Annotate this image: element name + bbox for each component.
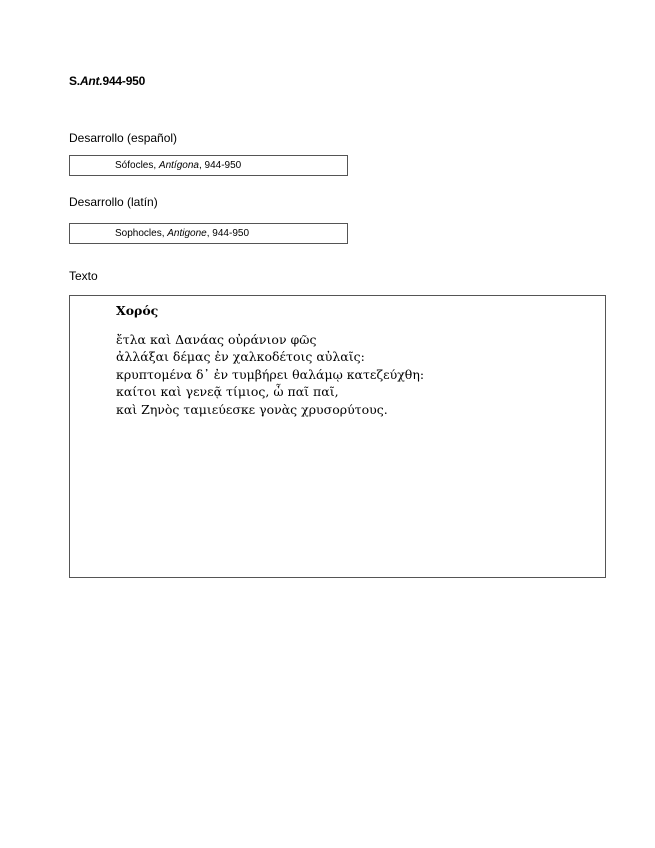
spanish-section-label: Desarrollo (español) xyxy=(69,131,178,145)
verse-line: ἔτλα καὶ Δανάας οὐράνιον φῶς xyxy=(116,331,317,347)
page-title xyxy=(69,74,145,88)
spanish-reference-box xyxy=(69,155,348,176)
latin-section-label: Desarrollo (latín) xyxy=(69,195,158,209)
greek-text-box xyxy=(69,295,606,578)
verse-line: καὶ Ζηνὸς ταμιεύεσκε γονὰς χρυσορύτους. xyxy=(116,401,388,417)
author-abbreviation: S. xyxy=(69,74,80,88)
work-abbreviation: Ant. xyxy=(79,74,103,88)
latin-author: Sophocles, xyxy=(115,228,168,239)
spanish-author: Sófocles, xyxy=(115,160,159,171)
verse-line: κρυπτομένα δ᾽ ἐν τυμβήρει θαλάμῳ κατεζεύχθη: xyxy=(116,366,425,382)
text-section-label: Texto xyxy=(69,269,98,283)
verse-line: ἀλλάξαι δέμας ἐν χαλκοδέτοις αὐλαῖς: xyxy=(116,349,365,364)
line-range: 944-950 xyxy=(102,74,146,88)
spanish-line-range: , 944-950 xyxy=(198,160,242,171)
latin-work-title: Antigone xyxy=(167,228,207,239)
latin-line-range: , 944-950 xyxy=(206,228,250,239)
latin-reference-box xyxy=(69,223,348,244)
greek-text-content xyxy=(116,302,424,418)
verse-line: καίτοι καὶ γενεᾷ τίμιος, ὦ παῖ παῖ, xyxy=(116,384,339,399)
spanish-work-title: Antígona xyxy=(158,160,199,171)
speaker-name: Χορός xyxy=(116,303,159,318)
